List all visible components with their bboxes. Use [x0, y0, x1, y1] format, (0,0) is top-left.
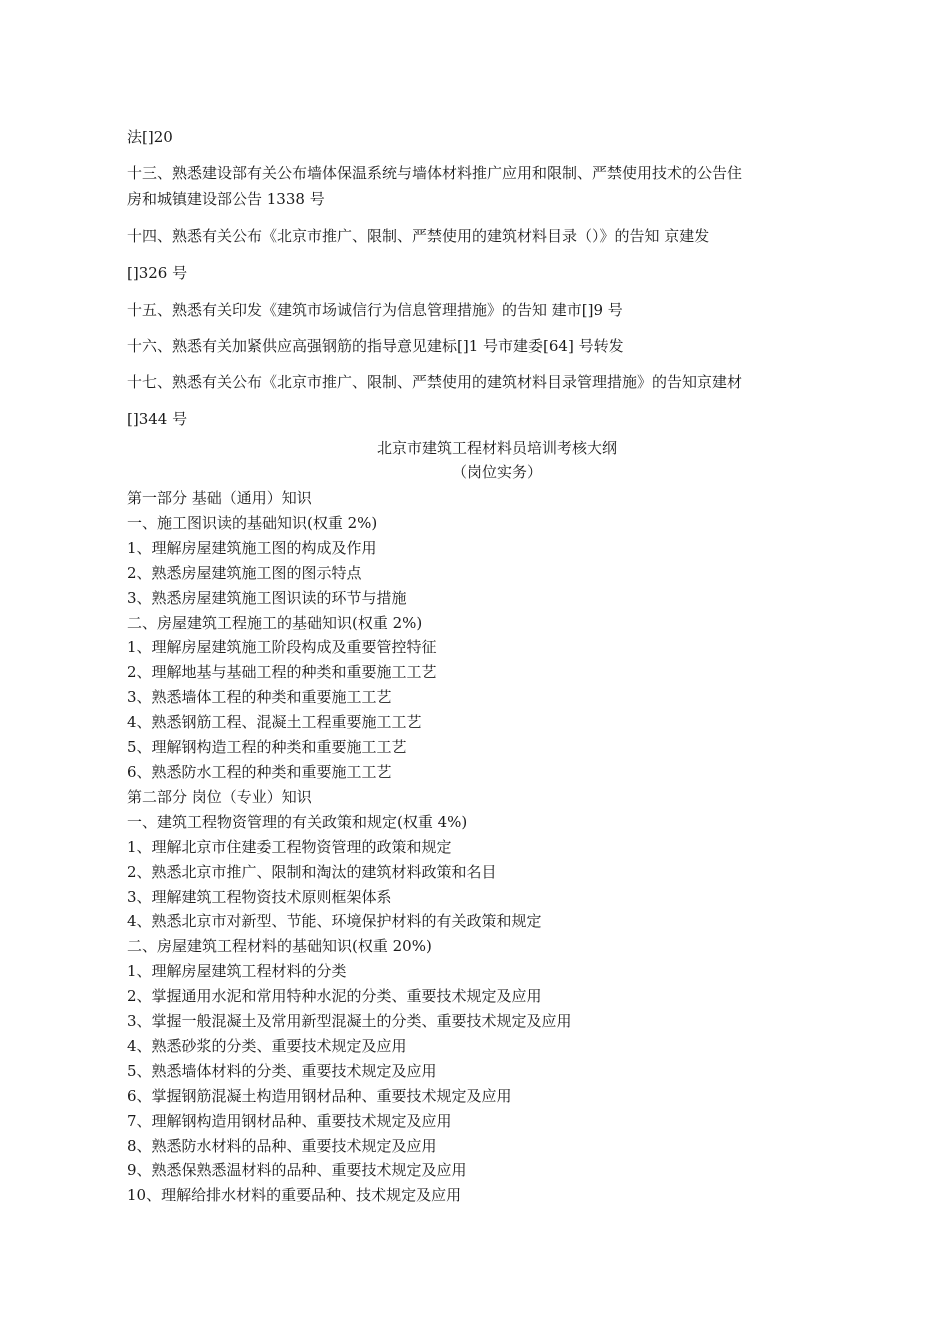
regulation-line: 十三、熟悉建设部有关公布墙体保温系统与墙体材料推广应用和限制、严禁使用技术的公告住: [127, 164, 743, 182]
list-item: 3、理解建筑工程物资技术原则框架体系: [127, 887, 392, 906]
list-item: 1、理解北京市住建委工程物资管理的政策和规定: [127, 837, 452, 856]
training-outline: [127, 436, 827, 1208]
section-heading: 第二部分 岗位（专业）知识: [127, 787, 312, 806]
outline-subtitle: （岗位实务）: [451, 463, 542, 481]
list-item: 4、熟悉北京市对新型、节能、环境保护材料的有关政策和规定: [127, 912, 542, 931]
outline-title: 北京市建筑工程材料员培训考核大纲: [376, 439, 617, 457]
regulation-list: [127, 124, 827, 432]
list-item: 3、熟悉墙体工程的种类和重要施工工艺: [127, 688, 392, 707]
list-item: 4、熟悉砂浆的分类、重要技术规定及应用: [127, 1036, 407, 1055]
regulation-line: 十七、熟悉有关公布《北京市推广、限制、严禁使用的建筑材料目录管理措施》的告知京建材: [127, 373, 743, 391]
list-item: 6、掌握钢筋混凝土构造用钢材品种、重要技术规定及应用: [127, 1086, 512, 1105]
list-item: 8、熟悉防水材料的品种、重要技术规定及应用: [127, 1136, 437, 1155]
list-item: 2、掌握通用水泥和常用特种水泥的分类、重要技术规定及应用: [127, 987, 542, 1006]
regulation-line: 法[]20: [127, 128, 173, 146]
list-item: 2、熟悉北京市推广、限制和淘汰的建筑材料政策和名目: [127, 862, 497, 881]
list-item: 7、理解钢构造用钢材品种、重要技术规定及应用: [127, 1111, 452, 1130]
regulation-line: 十五、熟悉有关印发《建筑市场诚信行为信息管理措施》的告知 建市[]9 号: [127, 301, 623, 319]
subsection-heading: 一、施工图识读的基础知识(权重 2%): [127, 513, 378, 532]
list-item: 1、理解房屋建筑施工阶段构成及重要管控特征: [127, 638, 437, 657]
list-item: 2、熟悉房屋建筑施工图的图示特点: [127, 563, 362, 582]
list-item: 1、理解房屋建筑工程材料的分类: [127, 962, 347, 981]
list-item: 5、理解钢构造工程的种类和重要施工工艺: [127, 738, 407, 757]
list-item: 10、理解给排水材料的重要品种、技术规定及应用: [127, 1186, 462, 1205]
subsection-heading: 二、房屋建筑工程材料的基础知识(权重 20%): [127, 937, 432, 956]
list-item: 6、熟悉防水工程的种类和重要施工工艺: [127, 762, 392, 781]
list-item: 5、熟悉墙体材料的分类、重要技术规定及应用: [127, 1061, 437, 1080]
list-item: 9、熟悉保熟悉温材料的品种、重要技术规定及应用: [127, 1161, 467, 1180]
regulation-line: 房和城镇建设部公告 1338 号: [127, 190, 325, 208]
list-item: 1、理解房屋建筑施工图的构成及作用: [127, 538, 377, 557]
list-item: 2、理解地基与基础工程的种类和重要施工工艺: [127, 663, 437, 682]
regulation-line: []326 号: [127, 264, 188, 282]
regulation-line: []344 号: [127, 410, 188, 428]
list-item: 3、掌握一般混凝土及常用新型混凝土的分类、重要技术规定及应用: [127, 1012, 572, 1031]
regulation-line: 十四、熟悉有关公布《北京市推广、限制、严禁使用的建筑材料目录（）》的告知 京建发: [127, 227, 710, 245]
list-item: 4、熟悉钢筋工程、混凝土工程重要施工工艺: [127, 713, 422, 732]
section-heading: 第一部分 基础（通用）知识: [127, 489, 312, 507]
regulation-line: 十六、熟悉有关加紧供应高强钢筋的指导意见建标[]1 号市建委[64] 号转发: [127, 337, 624, 355]
list-item: 3、熟悉房屋建筑施工图识读的环节与措施: [127, 588, 407, 607]
subsection-heading: 二、房屋建筑工程施工的基础知识(权重 2%): [127, 613, 423, 632]
subsection-heading: 一、建筑工程物资管理的有关政策和规定(权重 4%): [127, 812, 468, 831]
